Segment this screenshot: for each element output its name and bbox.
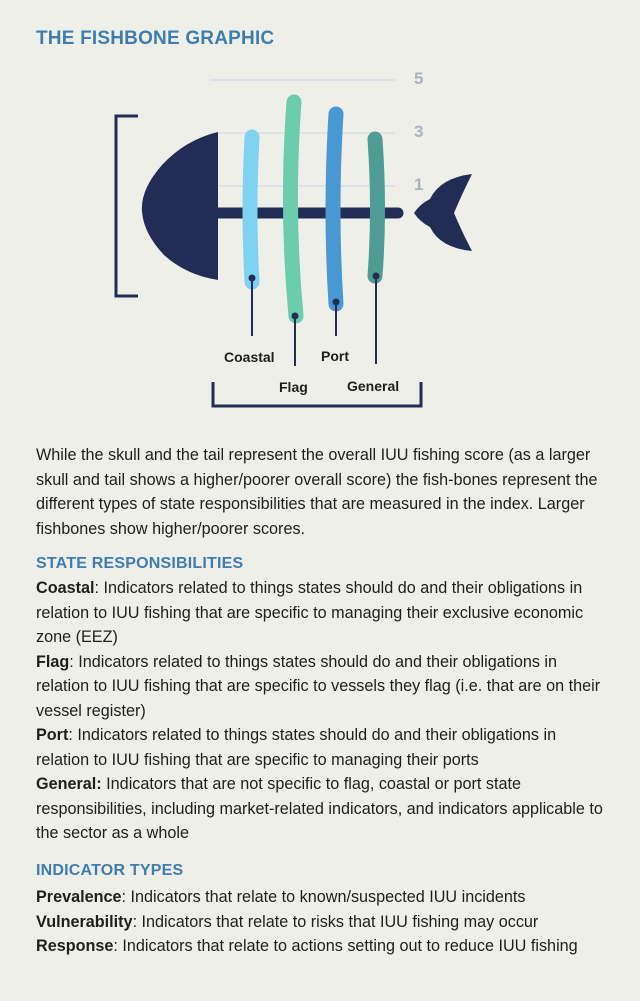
label-port: Port — [321, 348, 349, 364]
term: Prevalence — [36, 888, 122, 906]
definition-response — [36, 934, 611, 959]
state-responsibilities-heading: STATE RESPONSIBILITIES — [36, 555, 244, 572]
definition-prevalence — [36, 885, 611, 910]
bone-port — [333, 114, 336, 304]
fish-skull — [142, 132, 218, 280]
scale-tick-1: 1 — [414, 175, 424, 194]
term-text: : Indicators related to things states should do and their obligations in relation to IUU fishing that are specific to vessels they flag (i.e. that are on their vessel register) — [36, 652, 601, 720]
term: Flag — [36, 652, 70, 671]
term: Coastal — [36, 579, 95, 597]
term: Response — [36, 937, 114, 955]
term: Vulnerability — [36, 912, 133, 931]
definition-vulnerability — [36, 910, 611, 935]
term-text: : Indicators that relate to known/suspected IUU incidents — [121, 888, 526, 906]
scale-tick-3: 3 — [414, 122, 424, 141]
skull-bracket — [116, 116, 138, 296]
term: Port — [36, 726, 69, 744]
dot-general — [373, 273, 380, 280]
dot-coastal — [249, 275, 256, 282]
dot-flag — [292, 313, 299, 320]
term: General: — [36, 775, 102, 793]
page-title: THE FISHBONE GRAPHIC — [36, 28, 275, 49]
indicator-types-heading: INDICATOR TYPES — [36, 862, 184, 879]
term-text: Indicators that are not specific to flag, coastal or port state responsibilities, including market-related indicators, and indicators applicable to the sector as a whole — [36, 775, 603, 842]
definition-flag — [36, 650, 611, 724]
bone-coastal — [250, 137, 252, 282]
definition-port — [36, 723, 611, 772]
label-general: General — [347, 378, 400, 394]
definition-coastal — [36, 576, 611, 650]
fishbone-graphic — [0, 0, 640, 420]
term-text: : Indicators that relate to actions setting out to reduce IUU fishing — [113, 937, 578, 955]
definition-general — [36, 772, 611, 846]
bone-flag — [290, 102, 296, 316]
state-responsibilities-list — [36, 576, 611, 846]
intro-paragraph: While the skull and the tail represent the overall IUU fishing score (as a larger skull and tail shows a higher/poorer overall score) the fish-bones represent the different types of state responsibilities that are measured in the index. Larger fishbones show higher/poorer scores. — [36, 446, 598, 538]
indicator-types-list — [36, 885, 611, 959]
label-coastal: Coastal — [224, 349, 275, 365]
term-text: : Indicators that relate to risks that IUU fishing may occur — [132, 912, 539, 931]
bone-general — [375, 139, 378, 276]
dot-port — [333, 299, 340, 306]
label-flag: Flag — [279, 379, 308, 395]
term-text: : Indicators related to things states should do and their obligations in relation to IUU fishing that are specific to managing their exclusive economic zone (EEZ) — [36, 579, 584, 646]
scale-tick-5: 5 — [414, 69, 424, 88]
term-text: : Indicators related to things states should do and their obligations in relation to IUU fishing that are specific to managing their ports — [36, 726, 557, 769]
